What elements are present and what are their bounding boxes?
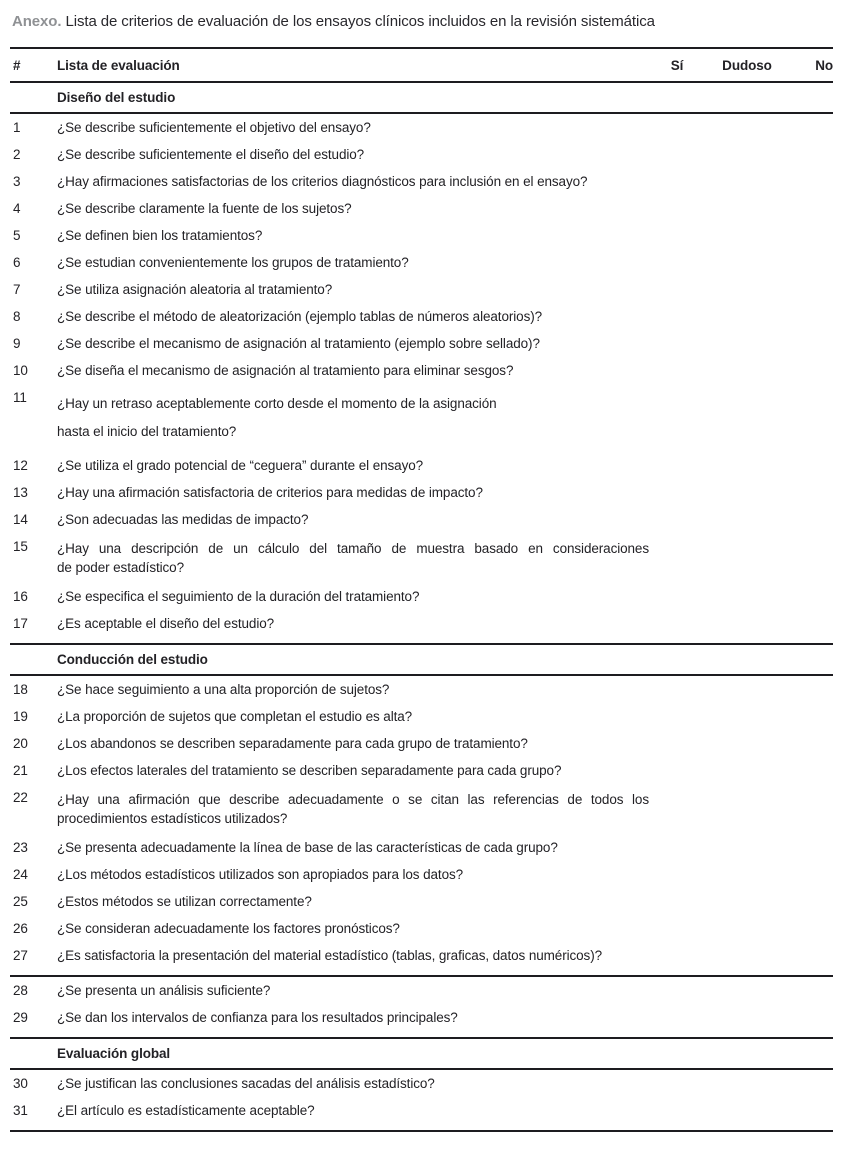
criterion-line: ¿Se definen bien los tratamientos? <box>57 228 263 243</box>
criterion-row <box>10 1010 833 1025</box>
caption-label: Anexo. <box>12 13 62 30</box>
criterion-row <box>10 867 833 882</box>
section-rows <box>10 1070 833 1118</box>
criterion-line: ¿Hay una afirmación satisfactoria de criterios para medidas de impacto? <box>57 485 483 500</box>
criterion-text <box>57 709 833 724</box>
criterion-text <box>57 921 833 936</box>
criterion-row <box>10 616 833 631</box>
criterion-row <box>10 485 833 500</box>
criterion-number: 15 <box>13 539 28 554</box>
criterion-row <box>10 309 833 324</box>
criterion-text <box>57 147 833 162</box>
column-header-no: No <box>815 58 833 73</box>
criterion-number: 14 <box>13 512 28 527</box>
criterion-number: 7 <box>13 282 21 297</box>
criterion-line: de poder estadístico? <box>57 560 184 575</box>
criterion-text <box>57 201 833 216</box>
criterion-number: 8 <box>13 309 21 324</box>
criterion-text <box>57 983 833 998</box>
section-rows <box>10 676 833 963</box>
criterion-number: 28 <box>13 983 28 998</box>
section-header: Evaluación global <box>57 1046 171 1061</box>
criterion-number: 3 <box>13 174 21 189</box>
criterion-row <box>10 736 833 751</box>
criterion-line: ¿Hay afirmaciones satisfactorias de los criterios diagnósticos para inclusión en el ensayo? <box>57 174 588 189</box>
criterion-number: 13 <box>13 485 28 500</box>
criterion-number: 31 <box>13 1103 28 1118</box>
criterion-text <box>57 840 833 855</box>
criterion-line: procedimientos estadísticos utilizados? <box>57 811 288 826</box>
criterion-text <box>57 512 833 527</box>
criterion-number: 25 <box>13 894 28 909</box>
criterion-text <box>57 174 833 189</box>
criterion-number: 2 <box>13 147 21 162</box>
column-header-number: # <box>13 58 21 73</box>
criterion-text <box>57 589 833 604</box>
criterion-row <box>10 336 833 351</box>
criterion-text <box>57 282 833 297</box>
criterion-text <box>57 120 833 135</box>
criterion-text <box>57 616 833 631</box>
criterion-line: ¿Se utiliza el grado potencial de “ceguera” durante el ensayo? <box>57 458 424 473</box>
criterion-row <box>10 983 833 998</box>
criterion-number: 11 <box>13 390 27 405</box>
criterion-row <box>10 894 833 909</box>
criterion-row <box>10 1076 833 1091</box>
criterion-number: 19 <box>13 709 28 724</box>
criterion-line: ¿Hay una descripción de un cálculo del tamaño de muestra basado en consideraciones <box>57 541 649 556</box>
criterion-line: ¿Se utiliza asignación aleatoria al tratamiento? <box>57 282 333 297</box>
criterion-number: 20 <box>13 736 28 751</box>
criterion-row <box>10 1103 833 1118</box>
table-caption <box>0 0 853 31</box>
criterion-line: ¿Los métodos estadísticos utilizados son apropiados para los datos? <box>57 867 464 882</box>
criterion-text <box>57 763 833 778</box>
criterion-row <box>10 174 833 189</box>
criterion-line: ¿Es satisfactoria la presentación del material estadístico (tablas, graficas, datos numéricos)? <box>57 948 603 963</box>
criterion-number: 5 <box>13 228 21 243</box>
rule <box>10 1130 833 1132</box>
criterion-line: ¿Se describe el método de aleatorización (ejemplo tablas de números aleatorios)? <box>57 309 543 324</box>
criterion-row <box>10 120 833 135</box>
criterion-text <box>57 867 833 882</box>
column-header-doubtful: Dudoso <box>722 58 772 73</box>
criterion-number: 24 <box>13 867 28 882</box>
criterion-line: ¿Hay un retraso aceptablemente corto desde el momento de la asignación <box>57 396 497 411</box>
criterion-row <box>10 682 833 697</box>
criterion-text <box>57 458 833 473</box>
criterion-number: 27 <box>13 948 28 963</box>
criterion-row <box>10 948 833 963</box>
criterion-row <box>10 458 833 473</box>
criterion-row <box>10 390 833 446</box>
criterion-line: hasta el inicio del tratamiento? <box>57 424 237 439</box>
criteria-table <box>10 47 833 1132</box>
criterion-row <box>10 589 833 604</box>
criterion-line: ¿Estos métodos se utilizan correctamente? <box>57 894 312 909</box>
section-rows <box>10 114 833 631</box>
criterion-line: ¿Se describe el mecanismo de asignación al tratamiento (ejemplo sobre sellado)? <box>57 336 540 351</box>
criterion-line: ¿Se justifican las conclusiones sacadas del análisis estadístico? <box>57 1076 435 1091</box>
criterion-line: ¿Se describe suficientemente el objetivo del ensayo? <box>57 120 371 135</box>
criterion-line: ¿Se describe claramente la fuente de los sujetos? <box>57 201 352 216</box>
criterion-text <box>57 948 833 963</box>
criterion-text <box>57 228 833 243</box>
criterion-line: ¿Se estudian convenientemente los grupos de tratamiento? <box>57 255 409 270</box>
criterion-row <box>10 512 833 527</box>
column-header-yes: Sí <box>670 58 684 73</box>
criterion-text <box>57 894 833 909</box>
criterion-line: ¿Los efectos laterales del tratamiento se describen separadamente para cada grupo? <box>57 763 562 778</box>
criterion-row <box>10 363 833 378</box>
criterion-line: ¿La proporción de sujetos que completan el estudio es alta? <box>57 709 413 724</box>
criterion-text <box>57 1103 833 1118</box>
criterion-number: 16 <box>13 589 28 604</box>
criterion-text <box>57 539 833 577</box>
criterion-row <box>10 539 833 577</box>
criterion-number: 12 <box>13 458 28 473</box>
criterion-text <box>57 682 833 697</box>
caption-title: Lista de criterios de evaluación de los ensayos clínicos incluidos en la revisión sistemática <box>65 13 655 30</box>
table-body <box>10 83 833 1132</box>
criterion-number: 4 <box>13 201 21 216</box>
criterion-number: 6 <box>13 255 21 270</box>
criterion-text <box>57 1076 833 1091</box>
criterion-row <box>10 763 833 778</box>
criterion-line: ¿Se presenta adecuadamente la línea de base de las características de cada grupo? <box>57 840 558 855</box>
criterion-row <box>10 709 833 724</box>
criterion-line: ¿Se especifica el seguimiento de la duración del tratamiento? <box>57 589 420 604</box>
criterion-number: 18 <box>13 682 28 697</box>
criterion-line: ¿Se hace seguimiento a una alta proporción de sujetos? <box>57 682 390 697</box>
criterion-row <box>10 840 833 855</box>
criterion-number: 30 <box>13 1076 28 1091</box>
criterion-text <box>57 363 833 378</box>
table-header-row <box>10 49 833 81</box>
criterion-line: ¿El artículo es estadísticamente aceptable? <box>57 1103 315 1118</box>
criterion-text <box>57 1010 833 1025</box>
criterion-line: ¿Se consideran adecuadamente los factores pronósticos? <box>57 921 400 936</box>
criterion-row <box>10 147 833 162</box>
criterion-number: 29 <box>13 1010 28 1025</box>
criterion-line: ¿Son adecuadas las medidas de impacto? <box>57 512 309 527</box>
criterion-line: ¿Hay una afirmación que describe adecuadamente o se citan las referencias de todos los <box>57 792 649 807</box>
criterion-number: 23 <box>13 840 28 855</box>
criterion-text <box>57 255 833 270</box>
criterion-line: ¿Es aceptable el diseño del estudio? <box>57 616 275 631</box>
criterion-text <box>57 485 833 500</box>
column-header-list: Lista de evaluación <box>57 58 180 73</box>
criterion-row <box>10 790 833 828</box>
section-rows <box>10 977 833 1025</box>
criterion-line: ¿Se dan los intervalos de confianza para los resultados principales? <box>57 1010 458 1025</box>
criterion-row <box>10 282 833 297</box>
criterion-number: 26 <box>13 921 28 936</box>
criterion-number: 1 <box>13 120 21 135</box>
criterion-text <box>57 309 833 324</box>
criterion-line: ¿Se diseña el mecanismo de asignación al tratamiento para eliminar sesgos? <box>57 363 514 378</box>
criterion-number: 17 <box>13 616 28 631</box>
criterion-row <box>10 255 833 270</box>
criterion-row <box>10 201 833 216</box>
section-header: Diseño del estudio <box>57 90 176 105</box>
criterion-number: 22 <box>13 790 28 805</box>
criterion-number: 21 <box>13 763 28 778</box>
criterion-row <box>10 921 833 936</box>
criterion-row <box>10 228 833 243</box>
criterion-text <box>57 736 833 751</box>
section-header: Conducción del estudio <box>57 652 208 667</box>
criterion-text <box>57 336 833 351</box>
criterion-text <box>57 790 833 828</box>
criterion-line: ¿Se presenta un análisis suficiente? <box>57 983 271 998</box>
criterion-line: ¿Los abandonos se describen separadamente para cada grupo de tratamiento? <box>57 736 528 751</box>
criterion-text <box>57 390 833 446</box>
criterion-number: 9 <box>13 336 21 351</box>
criterion-line: ¿Se describe suficientemente el diseño del estudio? <box>57 147 365 162</box>
criterion-number: 10 <box>13 363 28 378</box>
